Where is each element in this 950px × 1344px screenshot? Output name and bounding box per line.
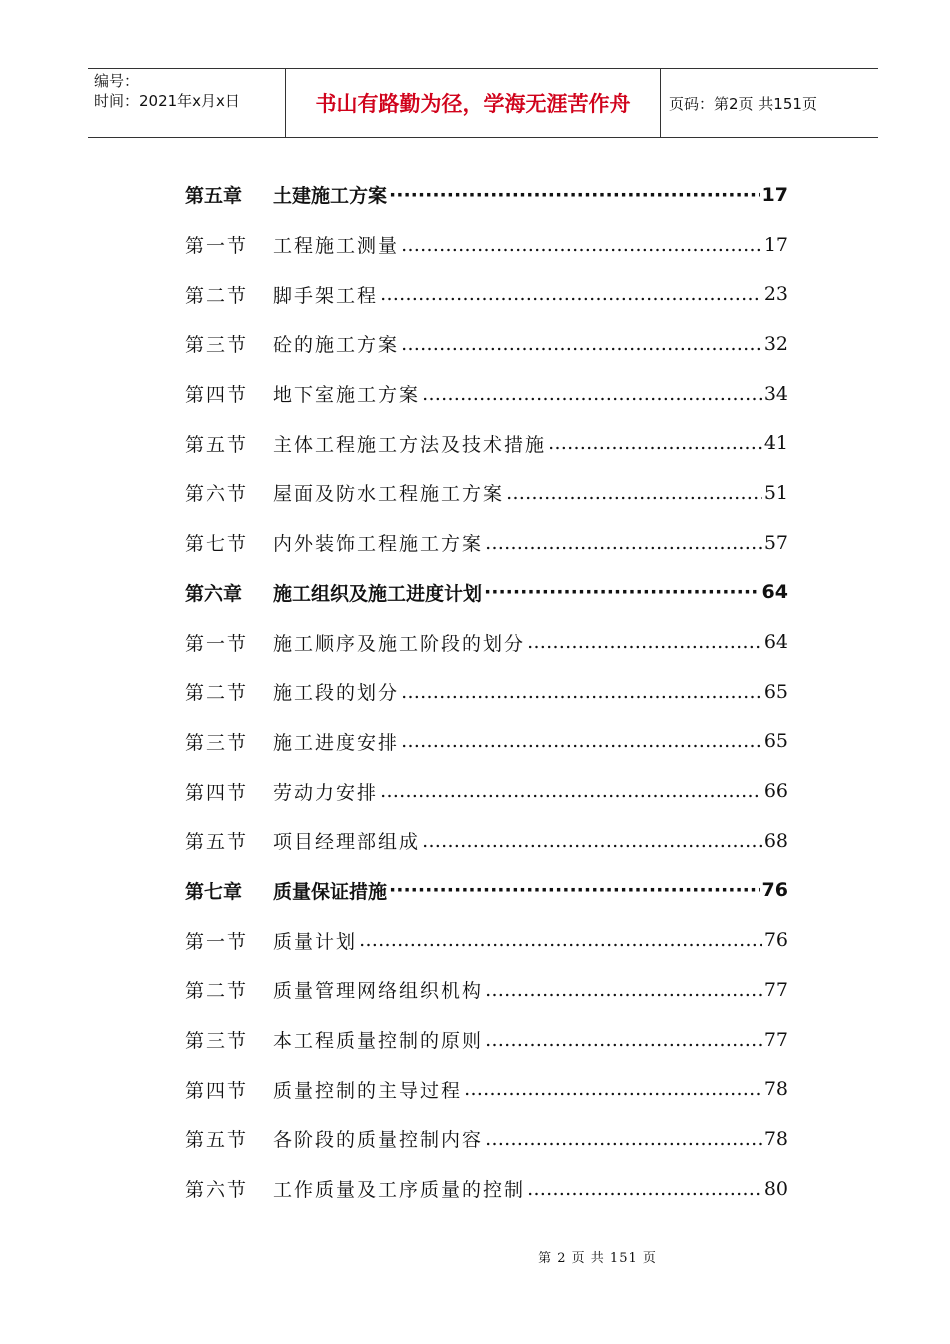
toc-entry-title: 工作质量及工序质量的控制: [273, 1179, 526, 1202]
toc-section-row[interactable]: [185, 518, 788, 568]
toc-entry-title: 施工组织及施工进度计划: [273, 582, 483, 605]
toc-entry-number: 第二节: [185, 980, 249, 1003]
footer-page-number: 第 2 页 共 151 页: [538, 1251, 657, 1266]
toc-section-row[interactable]: [185, 319, 788, 369]
toc-entry-number: 第六章: [185, 582, 243, 605]
toc-chapter-row[interactable]: [185, 866, 788, 916]
page-header: [88, 68, 878, 138]
page-footer: [0, 1247, 950, 1266]
toc-dot-leader: [484, 581, 760, 603]
toc-dot-leader: [380, 283, 762, 305]
toc-entry-title: 屋面及防水工程施工方案: [273, 483, 505, 506]
toc-section-row[interactable]: [185, 1015, 788, 1065]
toc-entry-number: 第三节: [185, 731, 249, 754]
toc-entry-title: 土建施工方案: [273, 185, 388, 208]
toc-dot-leader: [422, 830, 762, 852]
toc-section-row[interactable]: [185, 766, 788, 816]
toc-entry-number: 第六节: [185, 1179, 249, 1202]
toc-entry-title: 本工程质量控制的原则: [273, 1030, 484, 1053]
toc-entry-number: 第五节: [185, 831, 249, 854]
toc-entry-number: 第七节: [185, 533, 249, 556]
toc-entry-page: 76: [761, 879, 788, 902]
toc-dot-leader: [527, 1178, 762, 1200]
toc-dot-leader: [422, 383, 762, 405]
toc-entry-number: 第一节: [185, 235, 249, 258]
toc-entry-number: 第六节: [185, 483, 249, 506]
toc-entry-page: 34: [763, 382, 788, 405]
toc-entry-number: 第一节: [185, 632, 249, 655]
toc-section-row[interactable]: [185, 1114, 788, 1164]
toc-entry-page: 68: [763, 829, 788, 852]
toc-dot-leader: [506, 482, 762, 504]
toc-entry-title: 内外装饰工程施工方案: [273, 533, 484, 556]
toc-entry-number: 第四节: [185, 1079, 249, 1102]
toc-entry-number: 第二节: [185, 682, 249, 705]
toc-dot-leader: [485, 979, 762, 1001]
toc-entry-page: 17: [763, 233, 788, 256]
toc-entry-number: 第一节: [185, 930, 249, 953]
toc-section-row[interactable]: [185, 269, 788, 319]
toc-chapter-row[interactable]: [185, 170, 788, 220]
toc-entry-title: 工程施工测量: [273, 235, 400, 258]
toc-entry-page: 80: [763, 1177, 788, 1200]
toc-section-row[interactable]: [185, 418, 788, 468]
toc-entry-number: 第三节: [185, 1030, 249, 1053]
toc-section-row[interactable]: [185, 816, 788, 866]
table-of-contents: [185, 170, 788, 1213]
toc-section-row[interactable]: [185, 915, 788, 965]
toc-entry-title: 项目经理部组成: [273, 831, 421, 854]
toc-entry-title: 质量控制的主导过程: [273, 1079, 463, 1102]
toc-entry-number: 第五节: [185, 433, 249, 456]
toc-section-row[interactable]: [185, 667, 788, 717]
toc-dot-leader: [548, 432, 762, 454]
toc-entry-title: 砼的施工方案: [273, 334, 400, 357]
header-page-info: 页码：第2页 共151页: [669, 94, 817, 113]
toc-entry-page: 41: [763, 432, 788, 455]
toc-entry-title: 施工进度安排: [273, 731, 400, 754]
toc-entry-page: 64: [761, 581, 788, 604]
toc-entry-number: 第四节: [185, 781, 249, 804]
toc-entry-page: 17: [761, 183, 788, 206]
toc-entry-title: 施工顺序及施工阶段的划分: [273, 632, 526, 655]
toc-dot-leader: [401, 333, 762, 355]
toc-dot-leader: [389, 879, 760, 901]
toc-dot-leader: [485, 1128, 762, 1150]
header-meta: [88, 69, 286, 137]
toc-entry-number: 第二节: [185, 284, 249, 307]
toc-entry-title: 质量管理网络组织机构: [273, 980, 484, 1003]
toc-section-row[interactable]: [185, 468, 788, 518]
toc-entry-page: 78: [763, 1078, 788, 1101]
time-label: 时间：2021年x月x日: [94, 92, 240, 110]
toc-dot-leader: [464, 1078, 762, 1100]
toc-entry-page: 77: [763, 1028, 788, 1051]
toc-entry-number: 第三节: [185, 334, 249, 357]
toc-entry-page: 78: [763, 1127, 788, 1150]
toc-entry-page: 65: [763, 680, 788, 703]
toc-dot-leader: [380, 780, 762, 802]
toc-section-row[interactable]: [185, 369, 788, 419]
toc-entry-page: 64: [763, 631, 788, 654]
toc-chapter-row[interactable]: [185, 568, 788, 618]
toc-entry-page: 32: [763, 332, 788, 355]
toc-entry-page: 65: [763, 730, 788, 753]
toc-entry-number: 第四节: [185, 384, 249, 407]
toc-entry-page: 66: [763, 780, 788, 803]
toc-dot-leader: [485, 1029, 762, 1051]
toc-entry-title: 主体工程施工方法及技术措施: [273, 433, 547, 456]
toc-entry-title: 质量计划: [273, 930, 358, 953]
toc-entry-page: 77: [763, 978, 788, 1001]
toc-dot-leader: [485, 532, 762, 554]
toc-section-row[interactable]: [185, 1064, 788, 1114]
toc-dot-leader: [527, 631, 762, 653]
toc-entry-title: 地下室施工方案: [273, 384, 421, 407]
toc-entry-page: 23: [763, 283, 788, 306]
toc-entry-title: 各阶段的质量控制内容: [273, 1129, 484, 1152]
toc-dot-leader: [401, 681, 762, 703]
toc-entry-title: 施工段的划分: [273, 682, 400, 705]
toc-entry-page: 57: [763, 531, 788, 554]
toc-section-row[interactable]: [185, 617, 788, 667]
toc-entry-page: 51: [763, 481, 788, 504]
toc-section-row[interactable]: [185, 220, 788, 270]
toc-entry-title: 劳动力安排: [273, 781, 379, 804]
serial-label: 编号：: [94, 72, 140, 90]
toc-dot-leader: [401, 730, 762, 752]
toc-entry-number: 第五章: [185, 185, 243, 208]
toc-dot-leader: [401, 234, 762, 256]
header-motto: 书山有路勤为径，学海无涯苦作舟: [286, 69, 661, 137]
toc-entry-page: 76: [763, 929, 788, 952]
toc-section-row[interactable]: [185, 717, 788, 767]
toc-section-row[interactable]: [185, 1164, 788, 1214]
toc-dot-leader: [389, 184, 760, 206]
toc-section-row[interactable]: [185, 965, 788, 1015]
toc-dot-leader: [359, 929, 762, 951]
toc-entry-title: 脚手架工程: [273, 284, 379, 307]
toc-entry-title: 质量保证措施: [273, 880, 388, 903]
toc-entry-number: 第七章: [185, 880, 243, 903]
toc-entry-number: 第五节: [185, 1129, 249, 1152]
